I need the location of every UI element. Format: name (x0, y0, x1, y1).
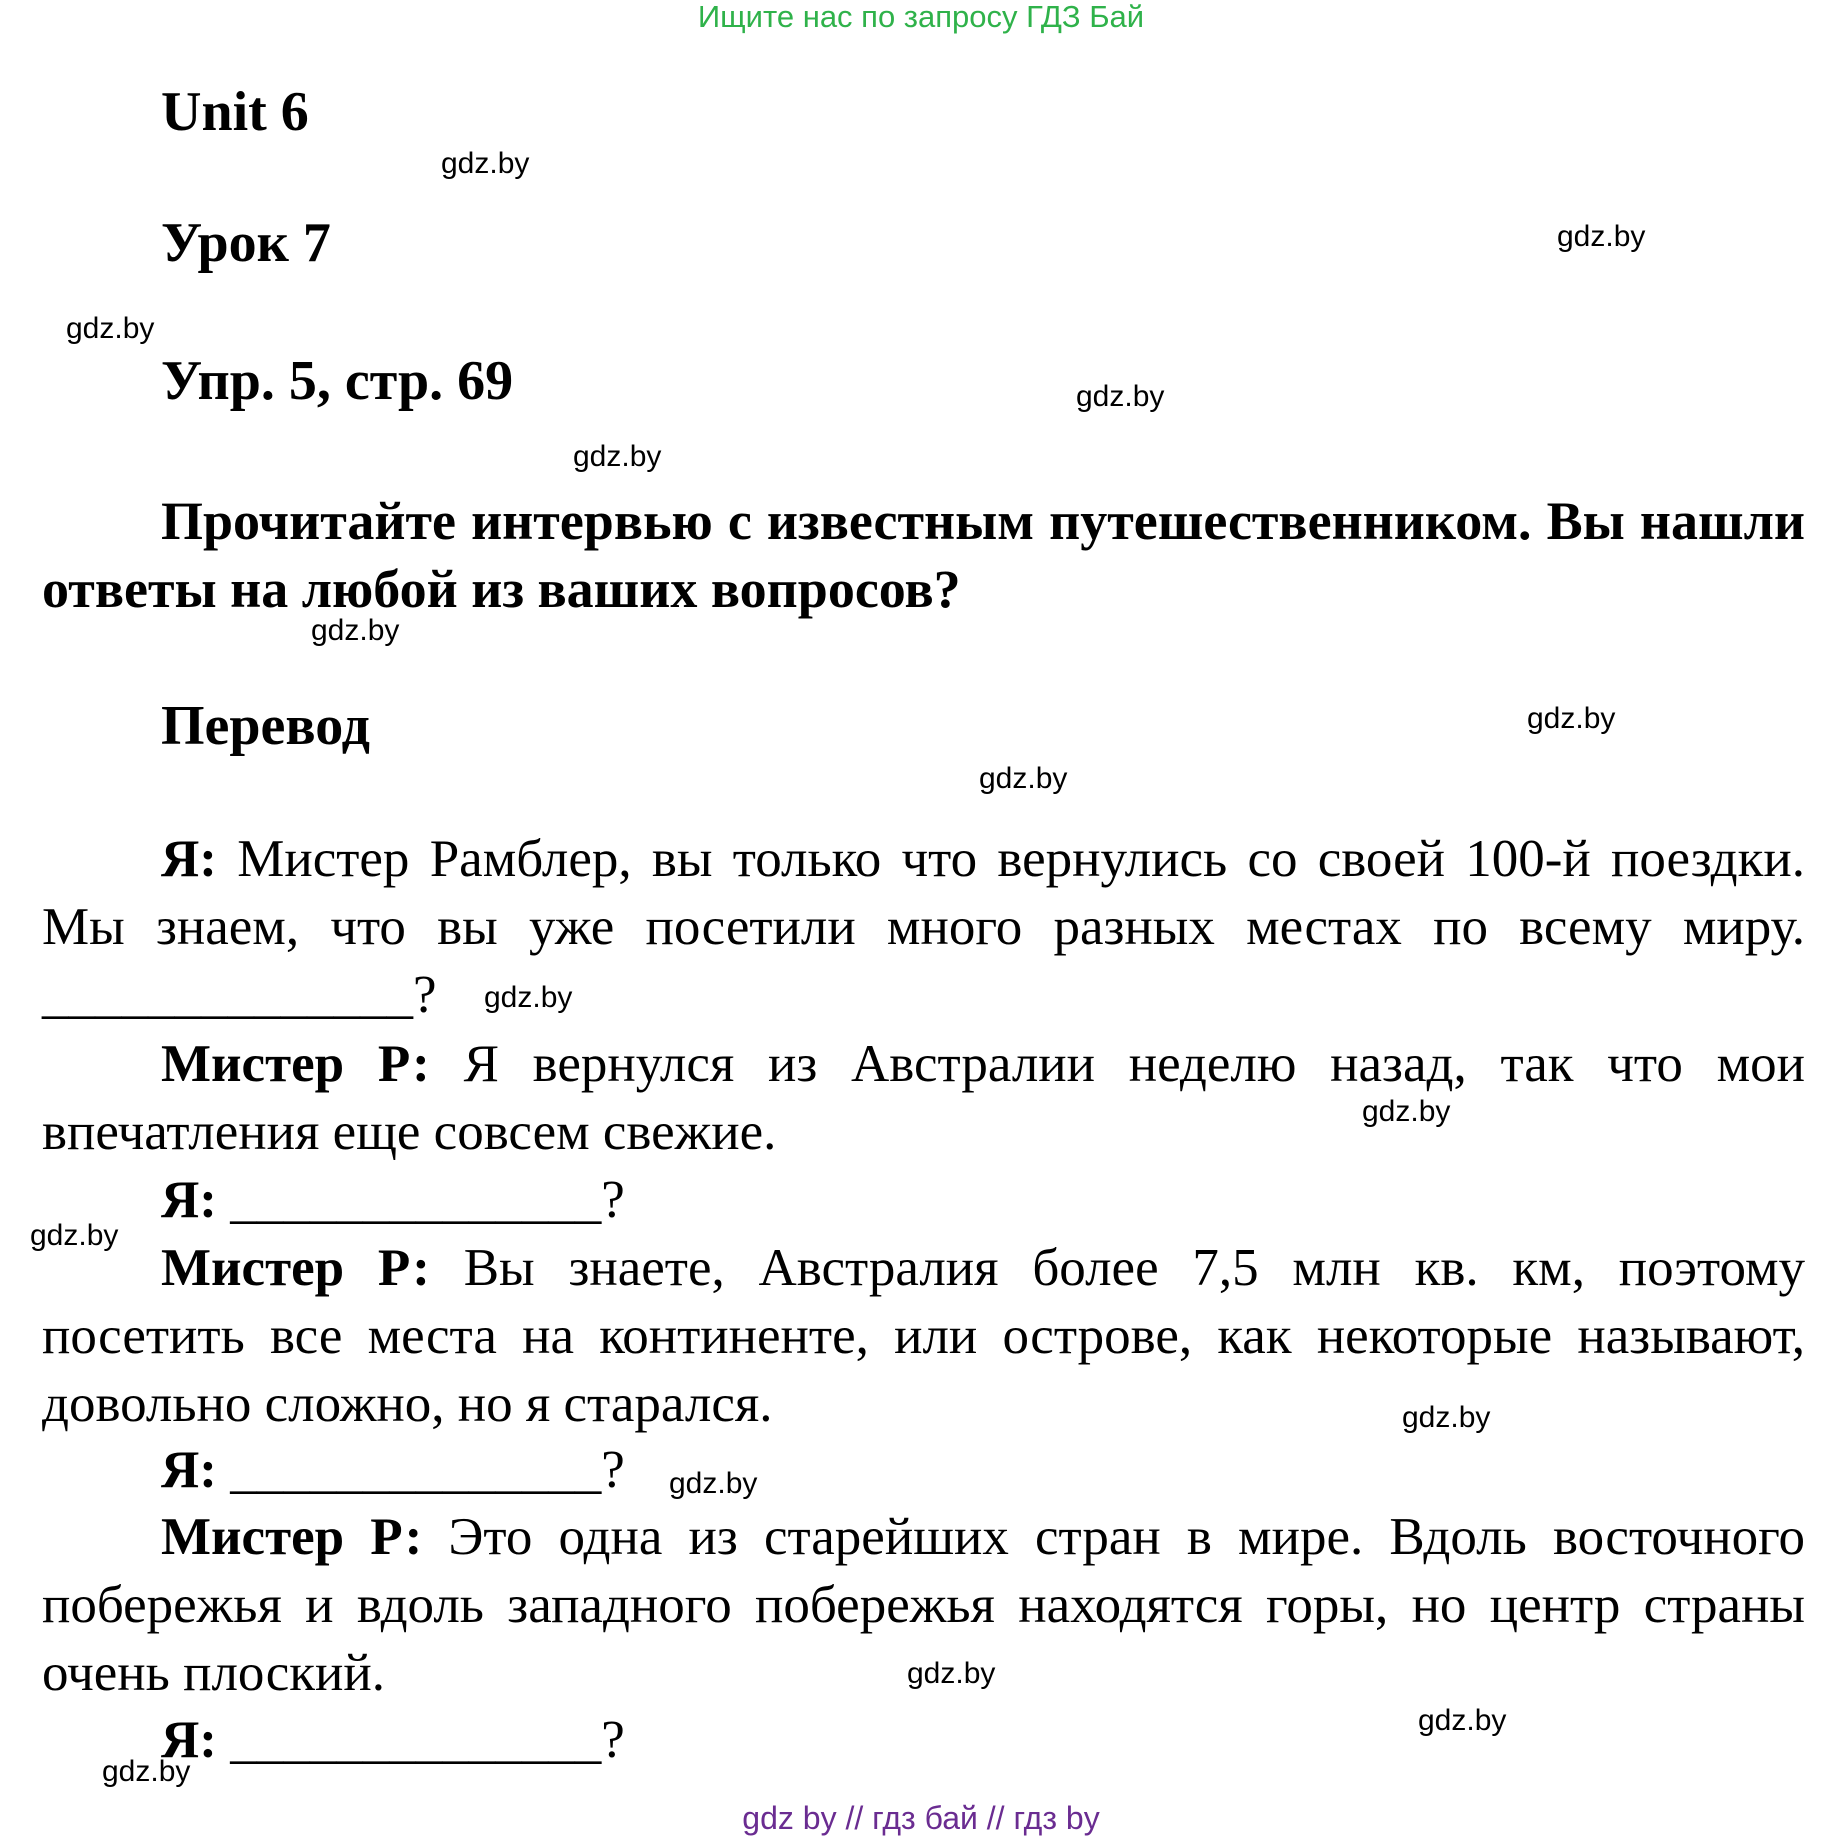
exercise-heading: Упр. 5, стр. 69 (161, 350, 514, 412)
speaker-label: Я: (161, 1711, 217, 1769)
footer: gdz by // гдз бай // гдз by (742, 1800, 1100, 1836)
watermark: gdz.by (1362, 1095, 1451, 1128)
speaker-label: Мистер Р: (161, 1035, 430, 1093)
dialogue-text: ______________? (230, 1171, 625, 1229)
watermark: gdz.by (1557, 220, 1646, 253)
dialogue-line (42, 825, 1805, 1029)
lesson-heading: Урок 7 (161, 212, 331, 274)
watermark: gdz.by (484, 981, 573, 1014)
dialogue-line (161, 1436, 625, 1504)
translation-heading: Перевод (161, 695, 370, 757)
watermark: gdz.by (66, 312, 155, 345)
dialogue-text: ______________? (230, 1711, 625, 1769)
watermark: gdz.by (1402, 1401, 1491, 1434)
watermark: gdz.by (441, 147, 530, 180)
speaker-label: Мистер Р: (161, 1239, 430, 1297)
watermark: gdz.by (1076, 380, 1165, 413)
dialogue-line (161, 1166, 625, 1234)
dialogue-text: Мистер Рамблер, вы только что вернулись со своей 100-й поездки. Мы знаем, что вы уже посетили много разных местах по всему миру. ______________? (42, 830, 1806, 1024)
top-banner: Ищите нас по запросу ГДЗ Бай (697, 0, 1145, 34)
dialogue-line (42, 1234, 1805, 1438)
watermark: gdz.by (907, 1657, 996, 1690)
speaker-label: Я: (161, 830, 217, 888)
dialogue-text: Вы знаете, Австралия более 7,5 млн кв. км, поэтому посетить все места на континенте, или острове, как некоторые называют, довольно сложно, но я старался. (42, 1239, 1805, 1433)
watermark: gdz.by (30, 1219, 119, 1252)
dialogue-text: ______________? (230, 1441, 625, 1499)
watermark: gdz.by (311, 614, 400, 647)
dialogue-text: Я вернулся из Австралии неделю назад, так что мои впечатления еще совсем свежие. (42, 1035, 1805, 1161)
watermark: gdz.by (1527, 702, 1616, 735)
speaker-label: Я: (161, 1441, 217, 1499)
speaker-label: Я: (161, 1171, 217, 1229)
task-text: Прочитайте интервью с известным путешественником. Вы нашли ответы на любой из ваших вопросов? (42, 491, 1805, 619)
watermark: gdz.by (102, 1755, 191, 1788)
watermark: gdz.by (1418, 1704, 1507, 1737)
dialogue-line (161, 1706, 625, 1774)
watermark: gdz.by (979, 762, 1068, 795)
watermark: gdz.by (573, 440, 662, 473)
dialogue-line (42, 1030, 1805, 1166)
dialogue-text: Это одна из старейших стран в мире. Вдоль восточного побережья и вдоль западного побережья находятся горы, но центр страны очень плоский. (42, 1508, 1805, 1702)
unit-heading: Unit 6 (161, 81, 309, 143)
watermark: gdz.by (669, 1467, 758, 1500)
speaker-label: Мистер Р: (161, 1508, 423, 1566)
